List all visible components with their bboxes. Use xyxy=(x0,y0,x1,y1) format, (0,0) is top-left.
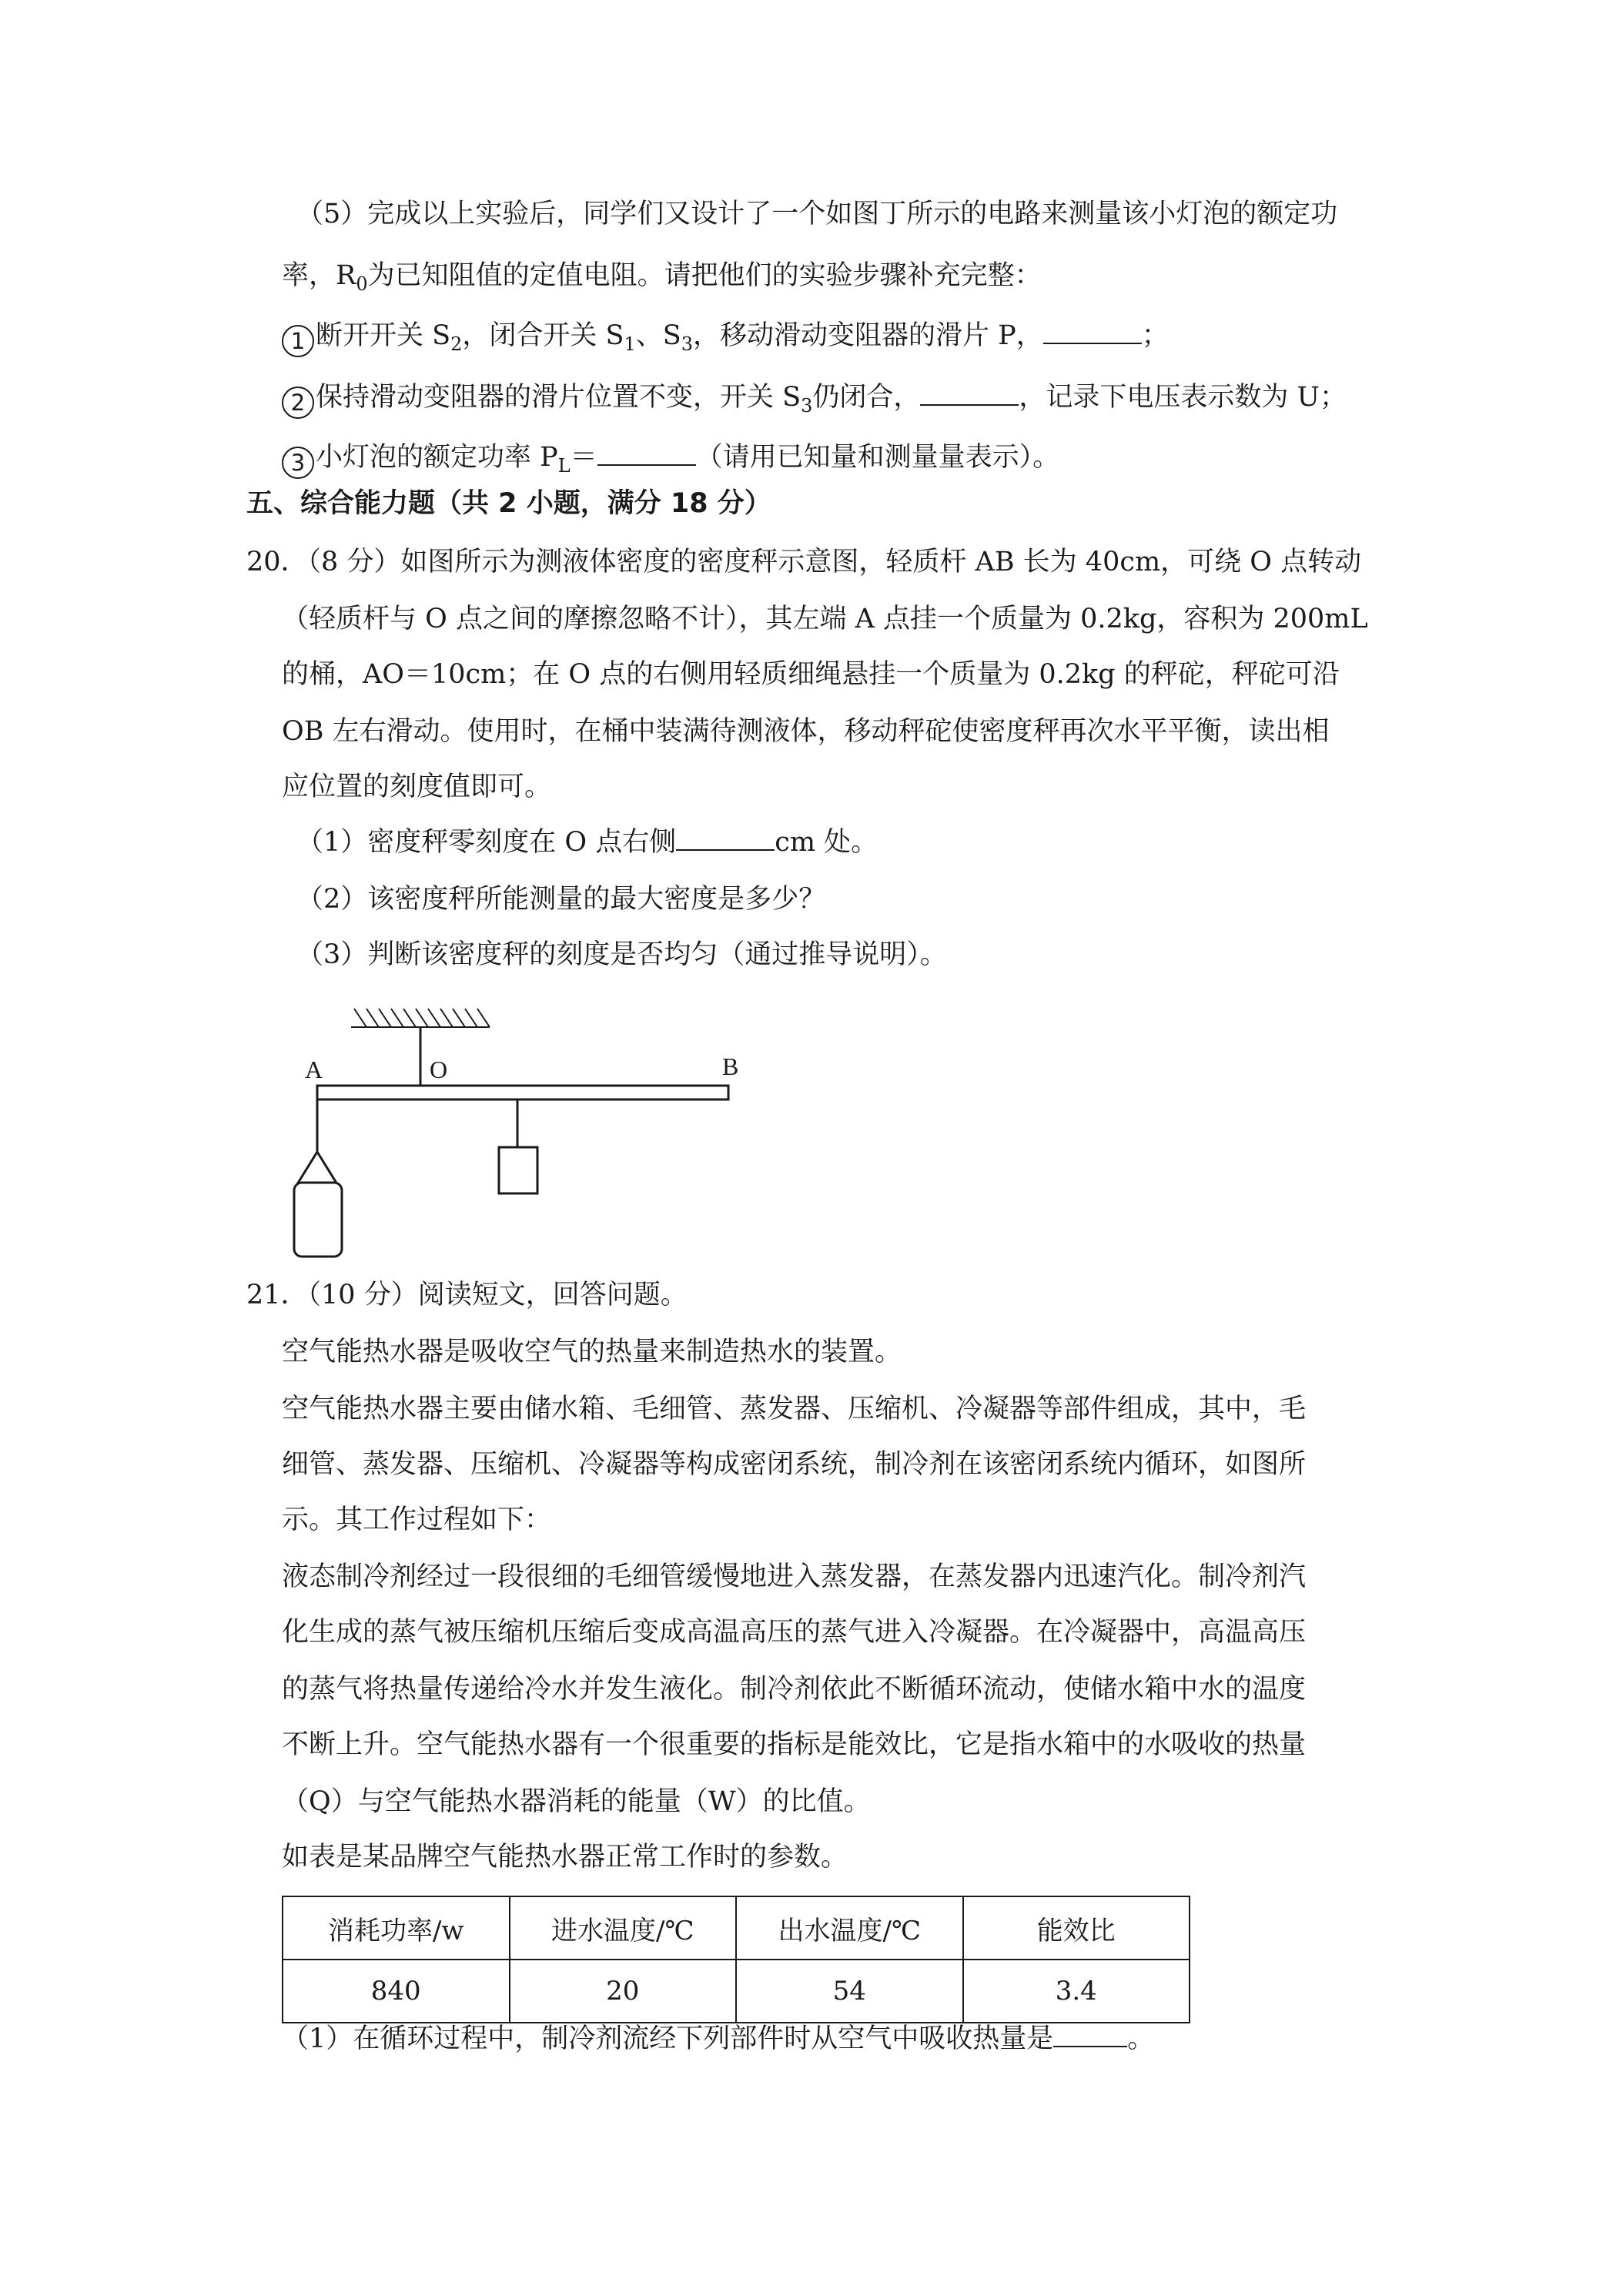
q19-part5-line2: 率，$R_0$为已知阻值的定值电阻。请把他们的实验步骤补充完整： xyxy=(282,260,1042,295)
circled-number-3: 3 xyxy=(282,447,314,479)
q21-p2-line2: 细管、蒸发器、压缩机、冷凝器等构成密闭系统，制冷剂在该密闭系统内循环，如图所 xyxy=(282,1449,1307,1480)
q20-line5: 应位置的刻度值即可。 xyxy=(282,771,552,802)
answer-blank[interactable] xyxy=(676,826,775,851)
q19-step1: 1 断开开关 $S_2$，闭合开关 $S_1$、$S_3$，移动滑动变阻器的滑片 P， ； xyxy=(282,319,1169,361)
table-row xyxy=(283,1960,1190,2023)
q20-line3: 的桶，AO＝10cm；在 O 点的右侧用轻质细绳悬挂一个质量为 0.2kg 的秤砣，秤砣可沿 xyxy=(282,659,1340,690)
q21-p3-line4: 不断上升。空气能热水器有一个很重要的指标是能效比，它是指水箱中的水吸收的热量 xyxy=(282,1729,1307,1760)
sliding-weight xyxy=(499,1147,537,1193)
label-b: B xyxy=(722,1053,739,1080)
q21-p3-line3: 的蒸气将热量传递给冷水并发生液化。制冷剂依此不断循环流动，使储水箱中水的温度 xyxy=(282,1674,1307,1705)
bucket-handle xyxy=(297,1152,337,1184)
q21-sub1: （1）在循环过程中，制冷剂流经下列部件时从空气中吸收热量是 。 xyxy=(282,2023,1155,2054)
circled-number-2: 2 xyxy=(282,387,314,419)
answer-blank[interactable] xyxy=(597,441,696,466)
q19-step3: 3 小灯泡的额定功率 $P_L=$ （请用已知量和测量量表示）。 xyxy=(282,440,1059,483)
table-header-cell: 能效比 xyxy=(963,1896,1190,1960)
table-header-cell: 消耗功率/w xyxy=(283,1896,510,1960)
table-cell: 3.4 xyxy=(963,1960,1190,2023)
section-title: 五、综合能力题（共 2 小题，满分 18 分） xyxy=(246,488,771,519)
table-cell: 20 xyxy=(510,1960,737,2023)
q21-p3-line5: （Q）与空气能热水器消耗的能量（W）的比值。 xyxy=(282,1786,871,1817)
ceiling-hatch xyxy=(351,1009,490,1027)
q21-line1: 21．（10 分）阅读短文，回答问题。 xyxy=(246,1280,688,1310)
circled-number-1: 1 xyxy=(282,325,314,357)
q20-line2: （轻质杆与 O 点之间的摩擦忽略不计），其左端 A 点挂一个质量为 0.2kg，容积为 200mL xyxy=(282,604,1368,634)
answer-blank[interactable] xyxy=(1043,320,1142,344)
label-o: O xyxy=(430,1056,448,1083)
q20-line1: 20．（8 分）如图所示为测液体密度的密度秤示意图，轻质杆 AB 长为 40cm，可绕 O 点转动 xyxy=(246,547,1362,577)
lever-bar-ab xyxy=(317,1086,728,1099)
q19-part5-line1: （5）完成以上实验后，同学们又设计了一个如图丁所示的电路来测量该小灯泡的额定功 xyxy=(296,199,1338,229)
bucket xyxy=(294,1183,342,1257)
parameters-table xyxy=(282,1896,1190,2023)
q19-step2: 2 保持滑动变阻器的滑片位置不变，开关 $S_3$仍闭合， ，记录下电压表示数为 U； xyxy=(282,380,1347,423)
table-cell: 54 xyxy=(736,1960,963,2023)
table-header-cell: 出水温度/℃ xyxy=(736,1896,963,1960)
q21-p2-line1: 空气能热水器主要由储水箱、毛细管、蒸发器、压缩机、冷凝器等部件组成，其中，毛 xyxy=(282,1394,1307,1424)
answer-blank[interactable] xyxy=(1053,2023,1127,2047)
q20-line4: OB 左右滑动。使用时，在桶中装满待测液体，移动秤砣使密度秤再次水平平衡，读出相 xyxy=(282,716,1330,747)
q21-p3-line2: 化生成的蒸气被压缩机压缩后变成高温高压的蒸气进入冷凝器。在冷凝器中，高温高压 xyxy=(282,1617,1307,1648)
q21-p1: 空气能热水器是吸收空气的热量来制造热水的装置。 xyxy=(282,1337,902,1367)
q21-p3-line1: 液态制冷剂经过一段很细的毛细管缓慢地进入蒸发器，在蒸发器内迅速汽化。制冷剂汽 xyxy=(282,1561,1307,1592)
q20-sub2: （2）该密度秤所能测量的最大密度是多少？ xyxy=(296,884,826,915)
q21-p2-line3: 示。其工作过程如下： xyxy=(282,1504,552,1535)
table-header-cell: 进水温度/℃ xyxy=(510,1896,737,1960)
label-a: A xyxy=(305,1056,323,1083)
q21-p4: 如表是某品牌空气能热水器正常工作时的参数。 xyxy=(282,1842,848,1873)
q20-sub3: （3）判断该密度秤的刻度是否均匀（通过推导说明）。 xyxy=(296,939,947,970)
table-header-row xyxy=(283,1896,1190,1960)
table-cell: 840 xyxy=(283,1960,510,2023)
density-scale-figure xyxy=(293,993,755,1270)
answer-blank[interactable] xyxy=(920,381,1019,406)
q20-sub1: （1）密度秤零刻度在 O 点右侧 cm 处。 xyxy=(296,827,878,858)
